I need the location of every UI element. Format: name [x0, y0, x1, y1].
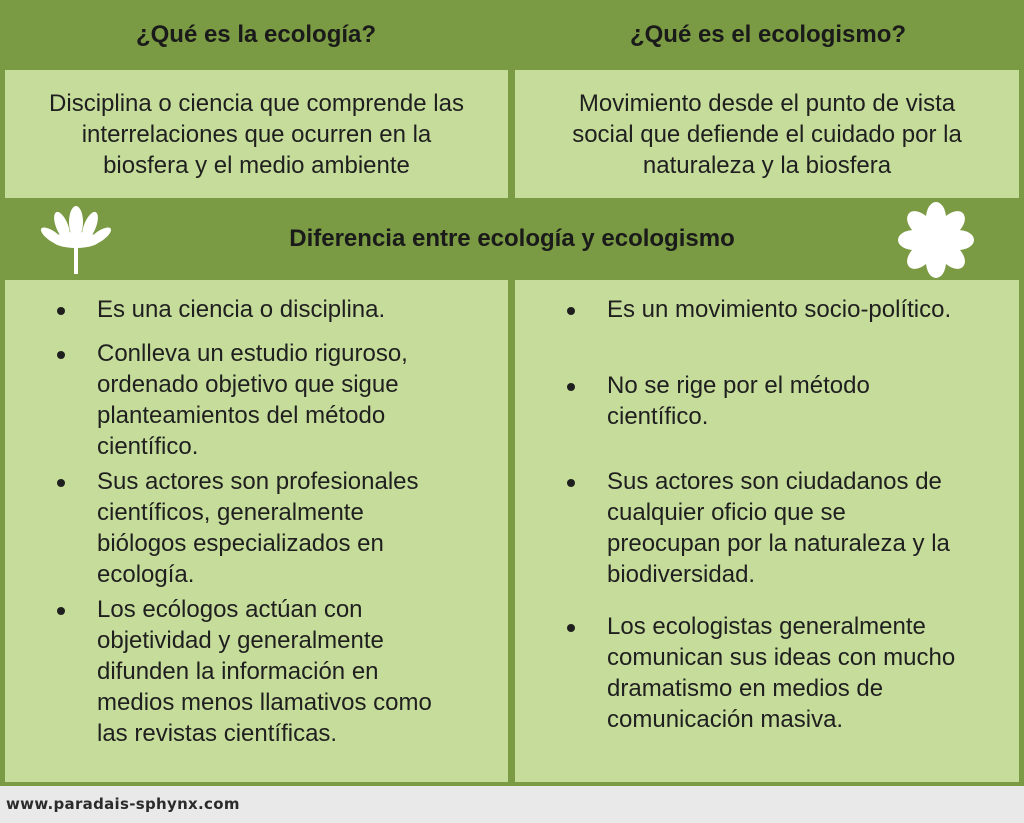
bullet-icon: [567, 624, 575, 632]
list-item-text: Es un movimiento socio-político.: [607, 296, 952, 323]
ecologismo-header-text: ¿Qué es el ecologismo?: [629, 21, 907, 48]
watermark-text: www.paradais-sphynx.com: [6, 795, 240, 813]
list-item-text: Sus actores son profesionales científicos, generalmente biólogos especializados en ecología.: [97, 468, 419, 588]
ecologia-header-text: ¿Qué es la ecología?: [135, 21, 377, 48]
list-item-text: Conlleva un estudio riguroso, ordenado objetivo que sigue planteamientos del método científico.: [97, 340, 408, 460]
ecologia-header: [0, 0, 512, 70]
list-item-text: Los ecologistas generalmente comunican sus ideas con mucho dramatismo en medios de comunicación masiva.: [607, 613, 956, 733]
list-item-text: No se rige por el método científico.: [607, 372, 870, 430]
bullet-icon: [57, 479, 65, 487]
difference-title: Diferencia entre ecología y ecologismo: [289, 225, 735, 252]
ecologia-list: [5, 280, 508, 782]
bullet-icon: [567, 383, 575, 391]
bullet-icon: [567, 307, 575, 315]
list-item-text: Es una ciencia o disciplina.: [97, 296, 386, 323]
bullet-icon: [57, 307, 65, 315]
ecologismo-definition: Movimiento desde el punto de vista social que defiende el cuidado por la naturaleza y la biosfera: [572, 89, 962, 179]
list-item-text: Los ecólogos actúan con objetividad y generalmente difunden la información en medios menos llamativos como las revistas científicas.: [97, 596, 432, 747]
difference-band: [0, 198, 1024, 280]
bullet-icon: [567, 479, 575, 487]
ecologia-definition: Disciplina o ciencia que comprende las interrelaciones que ocurren en la biosfera y el medio ambiente: [49, 89, 464, 179]
ecologia-definition-cell: [5, 70, 508, 198]
flower-icon: [40, 202, 116, 276]
ecologismo-definition-cell: [515, 70, 1019, 198]
bullet-icon: [57, 351, 65, 359]
footer: [0, 786, 1024, 823]
ecologismo-header: [512, 0, 1024, 70]
ecologismo-list: [515, 280, 1019, 782]
daisy-icon: [890, 202, 982, 278]
list-item-text: Sus actores son ciudadanos de cualquier oficio que se preocupan por la naturaleza y la biodiversidad.: [607, 468, 950, 588]
bullet-icon: [57, 607, 65, 615]
